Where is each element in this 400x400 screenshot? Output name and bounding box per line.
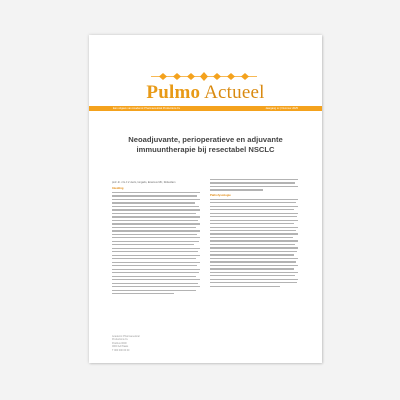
footer-line: T 000 000 00 00: [112, 348, 130, 352]
footer-line: Academic Pharmaceutical: [112, 335, 140, 338]
document-page: [89, 35, 322, 363]
banner-issue: Jaargang xx | Nummer 2025: [265, 107, 298, 110]
logo-word-pulmo: Pulmo: [146, 82, 201, 103]
column-left: [112, 181, 200, 297]
body-text-right-top: [210, 179, 298, 191]
body-text-intro: [112, 192, 200, 294]
section-heading-patho: Pathofysiologie: [210, 192, 231, 197]
logo-word-actueel: Actueel: [204, 82, 265, 103]
publisher-footer: [112, 335, 182, 352]
pulmo-actueel-logo: [89, 82, 322, 104]
section-heading-intro: Inleiding: [112, 186, 124, 190]
footer-line: Postbus 0000: [112, 341, 127, 345]
body-text-patho: [210, 199, 298, 287]
header-band: [89, 106, 322, 111]
column-right: [210, 179, 298, 289]
ornament-decoration: [149, 72, 259, 81]
article-authors: prof. dr. J.G.J.V. Aerts, longarts, Erasmus MC, Rotterdam: [112, 181, 176, 184]
banner-publisher: Een uitgave van Academic Pharmaceutical Productions bv: [113, 107, 181, 110]
footer-line: 0000 AA Plaats: [112, 345, 129, 349]
article-title: Neoadjuvante, perioperatieve en adjuvante immuuntherapie bij resectabel NSCLC: [128, 135, 283, 154]
footer-line: Productions bv: [112, 338, 128, 342]
